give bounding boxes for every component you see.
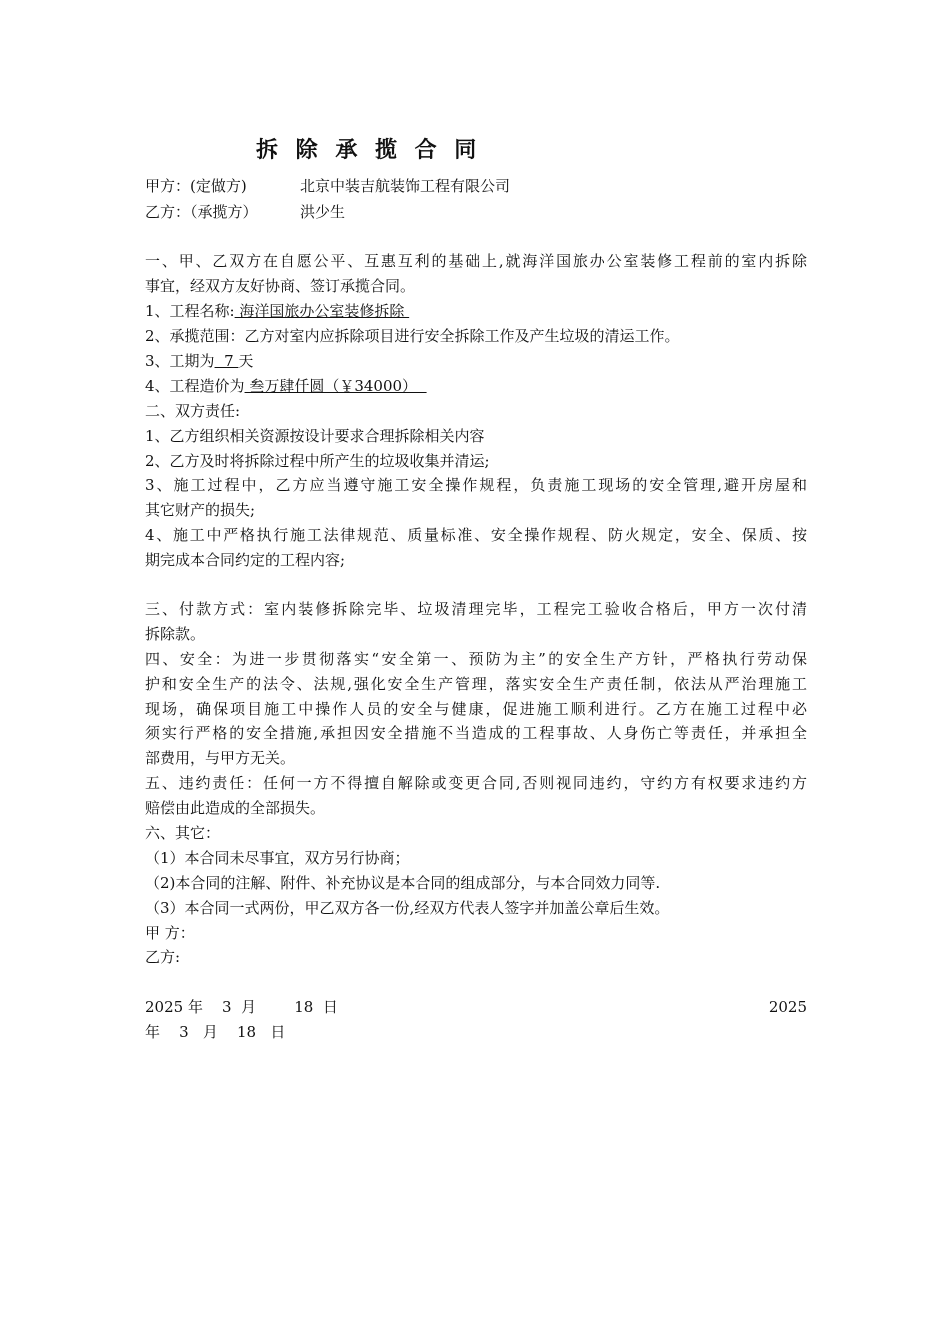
intro-line-1: 一、甲、乙双方在自愿公平、互惠互利的基础上,就海洋国旅办公室装修工程前的室内拆除 [145,252,807,270]
duty-line-6: 期完成本合同约定的工程内容; [145,551,346,569]
item-project-name-value: 海洋国旅办公室装修拆除 [234,302,410,320]
item-project-name [145,300,807,322]
item-duration-value: 7 [214,352,239,370]
duty-line-5: 4、施工中严格执行施工法律规范、质量标准、安全操作规程、防火规定，安全、保质、按 [145,526,807,544]
other-heading: 六、其它： [145,824,221,842]
breach-line-1: 五、违约责任：任何一方不得擅自解除或变更合同,否则视同违约，守约方有权要求违约方 [145,774,807,792]
party-b-line [145,201,807,223]
item-project-name-prefix: 1、工程名称: [145,302,235,320]
item-scope: 2、承揽范围：乙方对室内应拆除项目进行安全拆除工作及产生垃圾的清运工作。 [145,327,680,345]
party-a-line [145,175,807,197]
duty-line-3: 3、施工过程中，乙方应当遵守施工安全操作规程，负责施工现场的安全管理,避开房屋和 [145,476,807,494]
party-b-label: 乙方：（承揽方） [145,203,258,221]
breach-line-2: 赔偿由此造成的全部损失。 [145,799,326,817]
payment-line-2: 拆除款。 [145,625,206,643]
safety-line-1: 四、安全：为进一步贯彻落实“安全第一、预防为主”的安全生产方针，严格执行劳动保 [145,650,807,668]
safety-line-5: 部费用，与甲方无关。 [145,749,296,767]
item-duration [145,350,807,372]
item-duration-suffix: 天 [238,352,254,370]
item-cost-prefix: 4、工程造价为 [145,377,245,395]
signature-party-a: 甲 方： [145,924,195,942]
payment-line-1: 三、付款方式：室内装修拆除完毕、垃圾清理完毕，工程完工验收合格后，甲方一次付清 [145,600,807,618]
duties-heading: 二、双方责任: [145,402,241,420]
intro-line-2: 事宜，经双方友好协商、签订承揽合同。 [145,277,416,295]
party-b-name: 洪少生 [300,203,346,221]
date-right-year: 2025 [768,998,807,1016]
item-cost [145,375,807,397]
other-line-3: （3）本合同一式两份，甲乙双方各一份,经双方代表人签字并加盖公章后生效。 [145,899,670,917]
other-line-1: （1）本合同未尽事宜，双方另行协商； [145,849,410,867]
item-duration-prefix: 3、工期为 [145,352,215,370]
duty-line-1: 1、乙方组织相关资源按设计要求合理拆除相关内容 [145,427,485,445]
other-line-2: （2)本合同的注解、附件、补充协议是本合同的组成部分，与本合同效力同等. [145,874,661,892]
document-title: 拆 除 承 揽 合 同 [256,138,482,163]
item-cost-value: 叁万肆仟圆（￥34000） [244,377,427,395]
party-a-name: 北京中装吉航装饰工程有限公司 [300,177,511,195]
safety-line-2: 护和安全生产的法令、法规,强化安全生产管理，落实安全生产责任制，依法从严治理施工 [145,675,807,693]
party-a-label: 甲方：(定做方) [145,177,247,195]
safety-line-4: 须实行严格的安全措施,承担因安全措施不当造成的工程事故、人身伤亡等责任，并承担全 [145,724,807,742]
date-left: 2025 年 3 月 18 日 [145,998,338,1016]
signature-party-b: 乙方: [145,948,181,966]
safety-line-3: 现场，确保项目施工中操作人员的安全与健康，促进施工顺利进行。乙方在施工过程中必 [145,700,807,718]
duty-line-4: 其它财产的损失; [145,501,256,519]
duty-line-2: 2、乙方及时将拆除过程中所产生的垃圾收集并清运; [145,452,490,470]
date-right-rest: 年 3 月 18 日 [145,1023,286,1041]
date-row [145,996,807,1018]
